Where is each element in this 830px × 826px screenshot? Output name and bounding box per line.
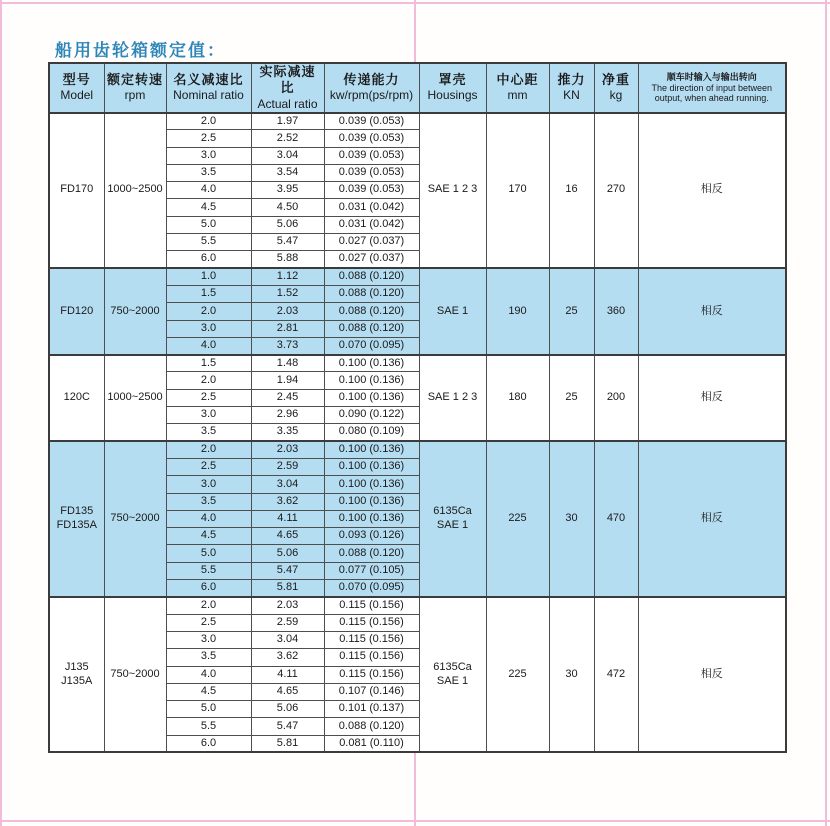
table-row bbox=[49, 355, 786, 372]
model-cell-text: FD120 bbox=[60, 304, 94, 317]
capacity-cell: 0.027 (0.037) bbox=[324, 234, 419, 251]
center-distance-cell bbox=[486, 268, 549, 354]
rated-speed-cell-text: 750~2000 bbox=[110, 304, 160, 317]
actual-ratio-cell: 1.48 bbox=[251, 355, 324, 372]
capacity-cell: 0.101 (0.137) bbox=[324, 701, 419, 718]
center-distance-cell-text: 180 bbox=[508, 391, 527, 404]
capacity-cell: 0.100 (0.136) bbox=[324, 458, 419, 475]
actual-ratio-cell: 3.54 bbox=[251, 164, 324, 181]
actual-ratio-cell: 5.06 bbox=[251, 701, 324, 718]
capacity-cell: 0.090 (0.122) bbox=[324, 407, 419, 424]
rated-speed-cell bbox=[104, 355, 166, 441]
direction-cell-text: 相反 bbox=[700, 183, 723, 196]
actual-ratio-cell: 2.03 bbox=[251, 441, 324, 458]
thrust-cell bbox=[549, 113, 594, 269]
weight-cell-text: 360 bbox=[606, 304, 626, 317]
nominal-ratio-cell: 1.5 bbox=[166, 285, 251, 302]
direction-cell bbox=[638, 597, 786, 753]
actual-ratio-cell: 3.62 bbox=[251, 649, 324, 666]
nominal-ratio-cell: 6.0 bbox=[166, 251, 251, 268]
column-header-zh: 额定转速 bbox=[106, 72, 163, 88]
nominal-ratio-cell: 3.0 bbox=[166, 147, 251, 164]
actual-ratio-cell: 2.59 bbox=[251, 614, 324, 631]
housing-cell-text: SAE 1 2 3 bbox=[427, 183, 478, 196]
nominal-ratio-cell: 2.0 bbox=[166, 372, 251, 389]
model-cell-text: J135 bbox=[64, 660, 89, 673]
capacity-cell: 0.093 (0.126) bbox=[324, 528, 419, 545]
model-cell-text: J135A bbox=[61, 674, 93, 687]
table-header-row bbox=[49, 63, 786, 113]
housing-cell bbox=[419, 355, 486, 441]
nominal-ratio-cell: 5.5 bbox=[166, 718, 251, 735]
housing-cell bbox=[419, 113, 486, 269]
capacity-cell: 0.088 (0.120) bbox=[324, 268, 419, 285]
actual-ratio-cell: 2.59 bbox=[251, 458, 324, 475]
capacity-cell: 0.100 (0.136) bbox=[324, 355, 419, 372]
nominal-ratio-cell: 4.5 bbox=[166, 528, 251, 545]
rated-speed-cell bbox=[104, 268, 166, 354]
weight-cell bbox=[594, 597, 638, 753]
capacity-cell: 0.115 (0.156) bbox=[324, 597, 419, 614]
actual-ratio-cell: 5.81 bbox=[251, 580, 324, 597]
actual-ratio-cell: 1.52 bbox=[251, 285, 324, 302]
actual-ratio-cell: 5.47 bbox=[251, 562, 324, 579]
weight-cell-text: 200 bbox=[606, 391, 626, 404]
nominal-ratio-cell: 5.0 bbox=[166, 545, 251, 562]
weight-cell-text: 270 bbox=[606, 183, 626, 196]
thrust-cell-text: 25 bbox=[565, 304, 578, 317]
nominal-ratio-cell: 1.0 bbox=[166, 268, 251, 285]
actual-ratio-cell: 4.11 bbox=[251, 666, 324, 683]
capacity-cell: 0.100 (0.136) bbox=[324, 441, 419, 458]
nominal-ratio-cell: 3.0 bbox=[166, 320, 251, 337]
actual-ratio-cell: 5.47 bbox=[251, 718, 324, 735]
nominal-ratio-cell: 2.5 bbox=[166, 458, 251, 475]
capacity-cell: 0.115 (0.156) bbox=[324, 666, 419, 683]
column-header-zh: 名义减速比 bbox=[173, 72, 244, 88]
nominal-ratio-cell: 4.5 bbox=[166, 199, 251, 216]
rated-speed-cell-text: 750~2000 bbox=[110, 512, 160, 525]
column-header-en: mm bbox=[507, 88, 528, 103]
nominal-ratio-cell: 2.5 bbox=[166, 389, 251, 406]
housing-cell bbox=[419, 268, 486, 354]
center-distance-cell-text: 225 bbox=[508, 667, 527, 680]
thrust-cell-text: 16 bbox=[565, 183, 578, 196]
actual-ratio-cell: 5.88 bbox=[251, 251, 324, 268]
actual-ratio-cell: 3.04 bbox=[251, 147, 324, 164]
column-header-en: kg bbox=[609, 88, 623, 103]
thrust-cell-text: 25 bbox=[565, 391, 578, 404]
column-header-en: Model bbox=[60, 88, 94, 103]
nominal-ratio-cell: 6.0 bbox=[166, 580, 251, 597]
column-header-zh: 型号 bbox=[62, 72, 91, 88]
capacity-cell: 0.107 (0.146) bbox=[324, 683, 419, 700]
capacity-cell: 0.100 (0.136) bbox=[324, 510, 419, 527]
actual-ratio-cell: 2.03 bbox=[251, 303, 324, 320]
center-distance-cell bbox=[486, 113, 549, 269]
housing-cell bbox=[419, 597, 486, 753]
actual-ratio-cell: 2.81 bbox=[251, 320, 324, 337]
column-header-zh: 中心距 bbox=[496, 72, 539, 88]
actual-ratio-cell: 3.35 bbox=[251, 424, 324, 441]
column-header-zh: 净重 bbox=[601, 72, 630, 88]
housing-cell bbox=[419, 441, 486, 597]
column-header-en: Housings bbox=[427, 88, 478, 103]
actual-ratio-cell: 2.03 bbox=[251, 597, 324, 614]
capacity-cell: 0.088 (0.120) bbox=[324, 303, 419, 320]
actual-ratio-cell: 5.47 bbox=[251, 234, 324, 251]
actual-ratio-cell: 3.62 bbox=[251, 493, 324, 510]
model-cell bbox=[49, 355, 104, 441]
capacity-cell: 0.031 (0.042) bbox=[324, 199, 419, 216]
thrust-cell-text: 30 bbox=[565, 667, 578, 680]
column-header-1 bbox=[104, 63, 166, 113]
column-header-2 bbox=[166, 63, 251, 113]
direction-cell-text: 相反 bbox=[700, 512, 723, 525]
nominal-ratio-cell: 3.5 bbox=[166, 649, 251, 666]
nominal-ratio-cell: 2.0 bbox=[166, 303, 251, 320]
nominal-ratio-cell: 2.5 bbox=[166, 614, 251, 631]
nominal-ratio-cell: 2.0 bbox=[166, 597, 251, 614]
center-distance-cell-text: 190 bbox=[508, 304, 527, 317]
model-cell-text: FD135A bbox=[56, 518, 97, 531]
column-header-4 bbox=[324, 63, 419, 113]
model-cell bbox=[49, 597, 104, 753]
capacity-cell: 0.081 (0.110) bbox=[324, 735, 419, 752]
actual-ratio-cell: 4.65 bbox=[251, 528, 324, 545]
weight-cell-text: 470 bbox=[606, 512, 626, 525]
capacity-cell: 0.115 (0.156) bbox=[324, 649, 419, 666]
nominal-ratio-cell: 4.0 bbox=[166, 510, 251, 527]
direction-cell bbox=[638, 268, 786, 354]
nominal-ratio-cell: 5.5 bbox=[166, 234, 251, 251]
capacity-cell: 0.100 (0.136) bbox=[324, 493, 419, 510]
column-header-zh: 罩壳 bbox=[438, 72, 467, 88]
actual-ratio-cell: 1.94 bbox=[251, 372, 324, 389]
center-distance-cell-text: 225 bbox=[508, 512, 527, 525]
table-row bbox=[49, 113, 786, 130]
capacity-cell: 0.070 (0.095) bbox=[324, 337, 419, 354]
rated-speed-cell-text: 1000~2500 bbox=[107, 391, 163, 404]
rated-speed-cell bbox=[104, 597, 166, 753]
actual-ratio-cell: 2.45 bbox=[251, 389, 324, 406]
model-cell bbox=[49, 113, 104, 269]
column-header-en: Nominal ratio bbox=[173, 88, 244, 103]
column-header-6 bbox=[486, 63, 549, 113]
direction-cell bbox=[638, 441, 786, 597]
weight-cell bbox=[594, 355, 638, 441]
capacity-cell: 0.115 (0.156) bbox=[324, 614, 419, 631]
nominal-ratio-cell: 5.0 bbox=[166, 216, 251, 233]
actual-ratio-cell: 1.97 bbox=[251, 113, 324, 130]
housing-cell-text: 6135Ca bbox=[433, 660, 472, 673]
actual-ratio-cell: 5.06 bbox=[251, 545, 324, 562]
capacity-cell: 0.070 (0.095) bbox=[324, 580, 419, 597]
capacity-cell: 0.027 (0.037) bbox=[324, 251, 419, 268]
column-header-en: rpm bbox=[124, 88, 146, 103]
weight-cell bbox=[594, 113, 638, 269]
rated-speed-cell bbox=[104, 441, 166, 597]
page-title: 船用齿轮箱额定值： bbox=[55, 41, 226, 60]
column-header-en: The direction of input between output, when ahead running. bbox=[651, 83, 773, 104]
direction-cell-text: 相反 bbox=[700, 391, 723, 404]
thrust-cell bbox=[549, 268, 594, 354]
direction-cell-text: 相反 bbox=[700, 304, 723, 317]
center-distance-cell bbox=[486, 441, 549, 597]
actual-ratio-cell: 2.96 bbox=[251, 407, 324, 424]
capacity-cell: 0.088 (0.120) bbox=[324, 545, 419, 562]
model-cell bbox=[49, 268, 104, 354]
model-cell-text: 120C bbox=[63, 391, 90, 404]
column-header-9 bbox=[638, 63, 786, 113]
capacity-cell: 0.088 (0.120) bbox=[324, 285, 419, 302]
model-cell-text: FD170 bbox=[60, 183, 94, 196]
column-header-en: kw/rpm(ps/rpm) bbox=[329, 88, 414, 103]
actual-ratio-cell: 5.81 bbox=[251, 735, 324, 752]
capacity-cell: 0.039 (0.053) bbox=[324, 164, 419, 181]
nominal-ratio-cell: 3.0 bbox=[166, 631, 251, 648]
nominal-ratio-cell: 1.5 bbox=[166, 355, 251, 372]
nominal-ratio-cell: 6.0 bbox=[166, 735, 251, 752]
housing-cell-text: SAE 1 bbox=[436, 674, 469, 687]
capacity-cell: 0.100 (0.136) bbox=[324, 389, 419, 406]
housing-cell-text: 6135Ca bbox=[433, 505, 472, 518]
rated-speed-cell-text: 1000~2500 bbox=[107, 183, 163, 196]
table-row bbox=[49, 597, 786, 614]
weight-cell bbox=[594, 441, 638, 597]
rated-speed-cell-text: 750~2000 bbox=[110, 667, 160, 680]
column-header-0 bbox=[49, 63, 104, 113]
actual-ratio-cell: 1.12 bbox=[251, 268, 324, 285]
nominal-ratio-cell: 2.0 bbox=[166, 441, 251, 458]
capacity-cell: 0.039 (0.053) bbox=[324, 130, 419, 147]
center-distance-cell-text: 170 bbox=[508, 183, 527, 196]
nominal-ratio-cell: 4.0 bbox=[166, 337, 251, 354]
actual-ratio-cell: 3.73 bbox=[251, 337, 324, 354]
nominal-ratio-cell: 5.5 bbox=[166, 562, 251, 579]
thrust-cell bbox=[549, 597, 594, 753]
capacity-cell: 0.088 (0.120) bbox=[324, 320, 419, 337]
column-header-zh: 顺车时输入与输出转向 bbox=[666, 71, 757, 82]
nominal-ratio-cell: 3.5 bbox=[166, 493, 251, 510]
rated-speed-cell bbox=[104, 113, 166, 269]
page-guide-line-right bbox=[825, 0, 827, 826]
nominal-ratio-cell: 3.0 bbox=[166, 407, 251, 424]
direction-cell bbox=[638, 113, 786, 269]
column-header-5 bbox=[419, 63, 486, 113]
actual-ratio-cell: 3.04 bbox=[251, 476, 324, 493]
actual-ratio-cell: 5.06 bbox=[251, 216, 324, 233]
nominal-ratio-cell: 5.0 bbox=[166, 701, 251, 718]
model-cell-text: FD135 bbox=[60, 505, 94, 518]
nominal-ratio-cell: 3.0 bbox=[166, 476, 251, 493]
thrust-cell bbox=[549, 441, 594, 597]
direction-cell bbox=[638, 355, 786, 441]
capacity-cell: 0.031 (0.042) bbox=[324, 216, 419, 233]
weight-cell-text: 472 bbox=[606, 667, 626, 680]
actual-ratio-cell: 4.11 bbox=[251, 510, 324, 527]
actual-ratio-cell: 4.65 bbox=[251, 683, 324, 700]
column-header-8 bbox=[594, 63, 638, 113]
direction-cell-text: 相反 bbox=[700, 667, 723, 680]
nominal-ratio-cell: 2.0 bbox=[166, 113, 251, 130]
nominal-ratio-cell: 2.5 bbox=[166, 130, 251, 147]
thrust-cell-text: 30 bbox=[565, 512, 578, 525]
housing-cell-text: SAE 1 2 3 bbox=[427, 391, 478, 404]
actual-ratio-cell: 2.52 bbox=[251, 130, 324, 147]
housing-cell-text: SAE 1 bbox=[436, 518, 469, 531]
column-header-7 bbox=[549, 63, 594, 113]
nominal-ratio-cell: 3.5 bbox=[166, 164, 251, 181]
center-distance-cell bbox=[486, 355, 549, 441]
thrust-cell bbox=[549, 355, 594, 441]
nominal-ratio-cell: 4.0 bbox=[166, 182, 251, 199]
capacity-cell: 0.080 (0.109) bbox=[324, 424, 419, 441]
page-guide-line-left bbox=[0, 0, 2, 826]
capacity-cell: 0.039 (0.053) bbox=[324, 113, 419, 130]
capacity-cell: 0.088 (0.120) bbox=[324, 718, 419, 735]
column-header-zh: 传递能力 bbox=[343, 72, 400, 88]
gearbox-ratings-table bbox=[48, 62, 787, 753]
column-header-3 bbox=[251, 63, 324, 113]
capacity-cell: 0.100 (0.136) bbox=[324, 476, 419, 493]
nominal-ratio-cell: 4.5 bbox=[166, 683, 251, 700]
table-row bbox=[49, 441, 786, 458]
weight-cell bbox=[594, 268, 638, 354]
center-distance-cell bbox=[486, 597, 549, 753]
nominal-ratio-cell: 3.5 bbox=[166, 424, 251, 441]
column-header-en: KN bbox=[563, 88, 580, 103]
actual-ratio-cell: 3.04 bbox=[251, 631, 324, 648]
capacity-cell: 0.115 (0.156) bbox=[324, 631, 419, 648]
column-header-zh: 实际减速比 bbox=[259, 64, 316, 96]
nominal-ratio-cell: 4.0 bbox=[166, 666, 251, 683]
capacity-cell: 0.100 (0.136) bbox=[324, 372, 419, 389]
model-cell bbox=[49, 441, 104, 597]
actual-ratio-cell: 3.95 bbox=[251, 182, 324, 199]
capacity-cell: 0.039 (0.053) bbox=[324, 147, 419, 164]
actual-ratio-cell: 4.50 bbox=[251, 199, 324, 216]
column-header-en: Actual ratio bbox=[257, 96, 318, 111]
capacity-cell: 0.039 (0.053) bbox=[324, 182, 419, 199]
table-row bbox=[49, 268, 786, 285]
capacity-cell: 0.077 (0.105) bbox=[324, 562, 419, 579]
column-header-zh: 推力 bbox=[557, 72, 586, 88]
housing-cell-text: SAE 1 bbox=[436, 304, 469, 317]
